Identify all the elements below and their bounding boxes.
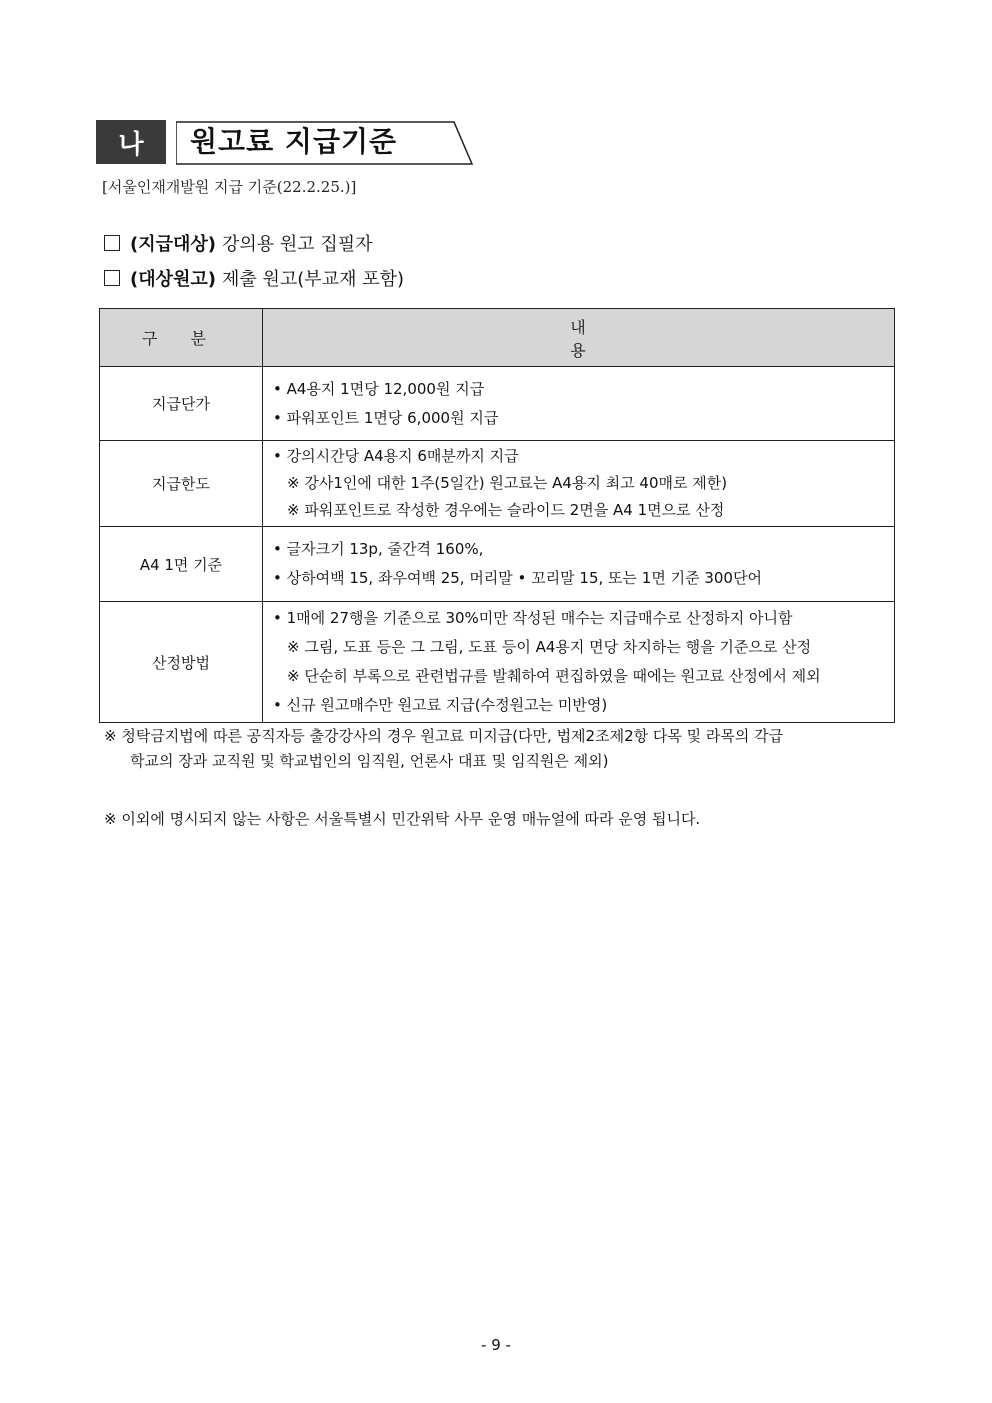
row-content [263, 527, 895, 602]
header-category: 구 분 [100, 309, 263, 367]
row-content [263, 602, 895, 723]
source-note: [서울인재개발원 지급 기준(22.2.25.)] [102, 178, 357, 196]
content-line: • 신규 원고매수만 원고료 지급(수정원고는 미반영) [273, 696, 608, 714]
criterion-label: (지급대상) [130, 234, 217, 255]
content-note: ※ 단순히 부록으로 관련법규를 발췌하여 편집하였을 때에는 원고료 산정에서 제외 [287, 667, 821, 685]
content-line: • 강의시간당 A4용지 6매분까지 지급 [273, 447, 519, 465]
checkbox-square-icon [104, 235, 120, 251]
section-title: 원고료 지급기준 [190, 125, 398, 158]
table-row [100, 441, 895, 527]
row-label: 산정방법 [100, 602, 263, 723]
table-row [100, 602, 895, 723]
note-line: ※ 청탁금지법에 따른 공직자등 출강강사의 경우 원고료 미지급(다만, 법제2조제2항 다목 및 라목의 각급 [104, 727, 784, 745]
table-header-row [100, 309, 895, 367]
header-content: 내 용 [263, 309, 895, 367]
payment-criteria-table [99, 308, 895, 723]
criterion-label: (대상원고) [130, 269, 217, 290]
section-header [96, 120, 476, 166]
criterion-text: 강의용 원고 집필자 [222, 234, 373, 255]
row-content [263, 441, 895, 527]
page-number: - 9 - [481, 1336, 511, 1354]
table-row [100, 527, 895, 602]
section-number-badge: 나 [96, 120, 166, 164]
row-content [263, 367, 895, 441]
note-other-matters: ※ 이외에 명시되지 않는 사항은 서울특별시 민간위탁 사무 운영 매뉴얼에 따라 운영 됩니다. [104, 810, 701, 828]
criterion-text: 제출 원고(부교재 포함) [222, 269, 404, 290]
content-line: • A4용지 1면당 12,000원 지급 [273, 379, 485, 398]
criterion-target [104, 230, 373, 256]
table-row [100, 367, 895, 441]
content-line: • 1매에 27행을 기준으로 30%미만 작성된 매수는 지급매수로 산정하지 아니함 [273, 609, 793, 627]
checkbox-square-icon [104, 270, 120, 286]
row-label: 지급단가 [100, 367, 263, 441]
content-note: ※ 파워포인트로 작성한 경우에는 슬라이드 2면을 A4 1면으로 산정 [287, 501, 725, 519]
content-line: • 상하여백 15, 좌우여백 25, 머리말 • 꼬리말 15, 또는 1면 기준 300단어 [273, 569, 762, 587]
content-line: • 글자크기 13p, 줄간격 160%, [273, 540, 484, 558]
row-label: A4 1면 기준 [100, 527, 263, 602]
row-label: 지급한도 [100, 441, 263, 527]
content-note: ※ 강사1인에 대한 1주(5일간) 원고료는 A4용지 최고 40매로 제한) [287, 474, 728, 492]
note-anti-graft [104, 724, 898, 774]
note-line: 학교의 장과 교직원 및 학교법인의 임직원, 언론사 대표 및 임직원은 제외) [130, 752, 609, 770]
section-title-box [176, 120, 474, 164]
criterion-manuscript [104, 265, 404, 291]
content-line: • 파워포인트 1면당 6,000원 지급 [273, 408, 499, 427]
content-note: ※ 그림, 도표 등은 그 그림, 도표 등이 A4용지 면당 차지하는 행을 기준으로 산정 [287, 638, 812, 656]
